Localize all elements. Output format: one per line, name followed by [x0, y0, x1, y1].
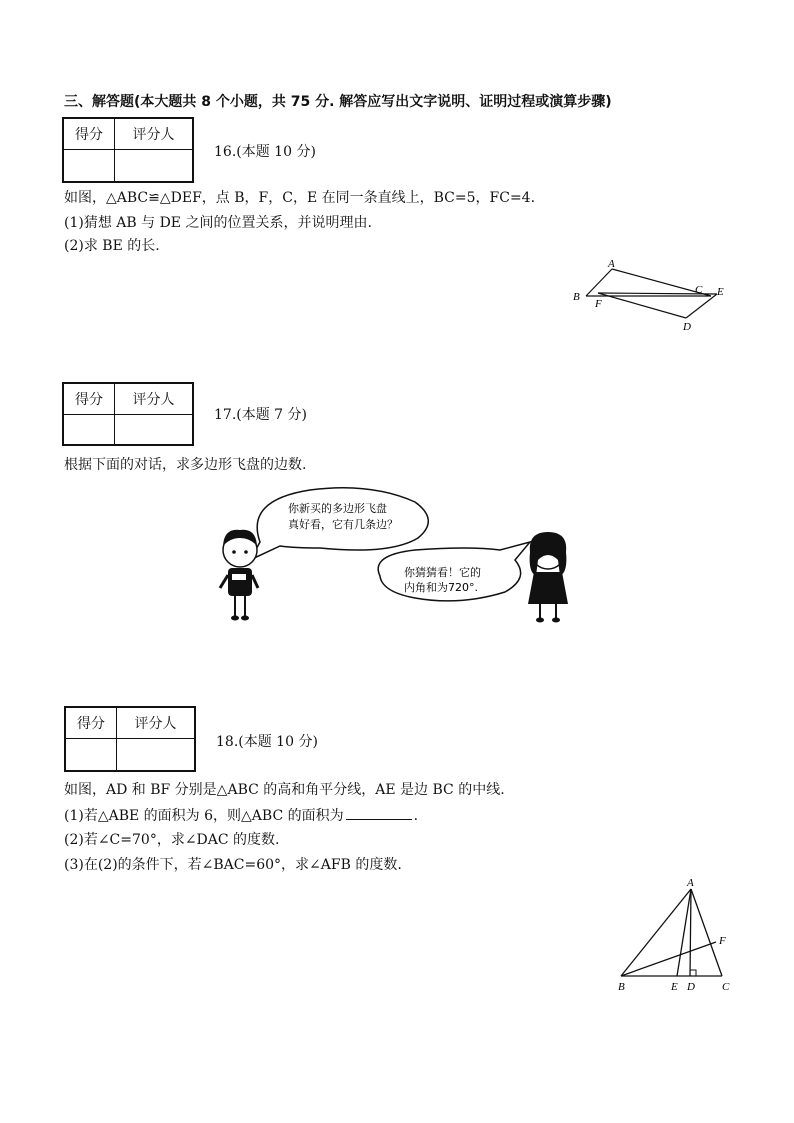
altitude-ad: [690, 889, 691, 976]
q18-stem: 如图，AD 和 BF 分别是△ABC 的高和角平分线，AE 是边 BC 的中线.: [64, 782, 505, 798]
grader-cell[interactable]: [115, 414, 194, 445]
label-d: D: [687, 981, 695, 993]
median-ae: [677, 889, 691, 976]
grader-header: 评分人: [117, 707, 196, 738]
section-title: 三、解答题(本大题共 8 个小题，共 75 分. 解答应写出文字说明、证明过程或演算步骤): [64, 94, 612, 110]
svg-text:你猜猜看！它的: 你猜猜看！它的: [404, 566, 481, 579]
q16-figure: [560, 255, 740, 335]
score-cell[interactable]: [65, 738, 117, 771]
label-b: B: [573, 291, 580, 303]
right-angle-mark: [690, 970, 696, 976]
segment-de: [686, 294, 717, 318]
score-cell[interactable]: [63, 149, 115, 182]
grader-cell[interactable]: [117, 738, 196, 771]
score-cell[interactable]: [63, 414, 115, 445]
q18-figure: [605, 872, 745, 997]
q16-part1: (1)猜想 AB 与 DE 之间的位置关系，并说明理由.: [64, 215, 372, 231]
label-c: C: [695, 284, 703, 296]
q16-stem: 如图，△ABC≌△DEF，点 B，F，C，E 在同一条直线上，BC=5，FC=4.: [64, 190, 536, 206]
girl-speech-bubble: [378, 542, 530, 601]
label-a: A: [687, 877, 694, 889]
label-e: E: [671, 981, 678, 993]
answer-blank[interactable]: [346, 805, 412, 820]
score-table-17: [62, 382, 194, 446]
score-header: 得分: [63, 118, 115, 149]
segment-ab: [586, 269, 612, 296]
svg-text:真好看，它有几条边？: 真好看，它有几条边？: [288, 518, 398, 531]
q17-header: 17.(本题 7 分): [214, 407, 307, 423]
label-f: F: [719, 935, 726, 947]
segment-fd: [598, 293, 686, 318]
svg-text:你新买的多边形飞盘: 你新买的多边形飞盘: [288, 502, 387, 515]
q18-part3: (3)在(2)的条件下，若∠BAC=60°，求∠AFB 的度数.: [64, 857, 402, 873]
q16-part2: (2)求 BE 的长.: [64, 238, 160, 254]
q18-part2: (2)若∠C=70°，求∠DAC 的度数.: [64, 832, 280, 848]
label-a: A: [608, 258, 615, 270]
label-d: D: [683, 321, 691, 333]
score-table-18: [64, 706, 196, 772]
q18-part1: [64, 805, 418, 826]
grader-header: 评分人: [115, 118, 194, 149]
label-b: B: [618, 981, 625, 993]
segment-ac: [691, 889, 722, 976]
grader-header: 评分人: [115, 383, 194, 414]
grader-cell[interactable]: [115, 149, 194, 182]
score-table-16: [62, 117, 194, 183]
label-e: E: [717, 286, 724, 298]
q16-header: 16.(本题 10 分): [214, 144, 316, 160]
boy-figure: [220, 530, 258, 621]
score-header: 得分: [65, 707, 117, 738]
q18-part1-text: (1)若△ABE 的面积为 6，则△ABC 的面积为: [64, 808, 344, 824]
q18-part1-end: .: [413, 808, 419, 824]
score-header: 得分: [63, 383, 115, 414]
q17-stem: 根据下面的对话，求多边形飞盘的边数.: [64, 457, 307, 473]
q18-header: 18.(本题 10 分): [216, 734, 318, 750]
label-c: C: [722, 981, 730, 993]
girl-figure: [528, 532, 568, 623]
q17-dialog-figure: [210, 480, 580, 630]
boy-speech-bubble: [250, 488, 428, 560]
svg-text:内角和为720°.: 内角和为720°.: [404, 581, 478, 594]
label-f: F: [595, 298, 602, 310]
